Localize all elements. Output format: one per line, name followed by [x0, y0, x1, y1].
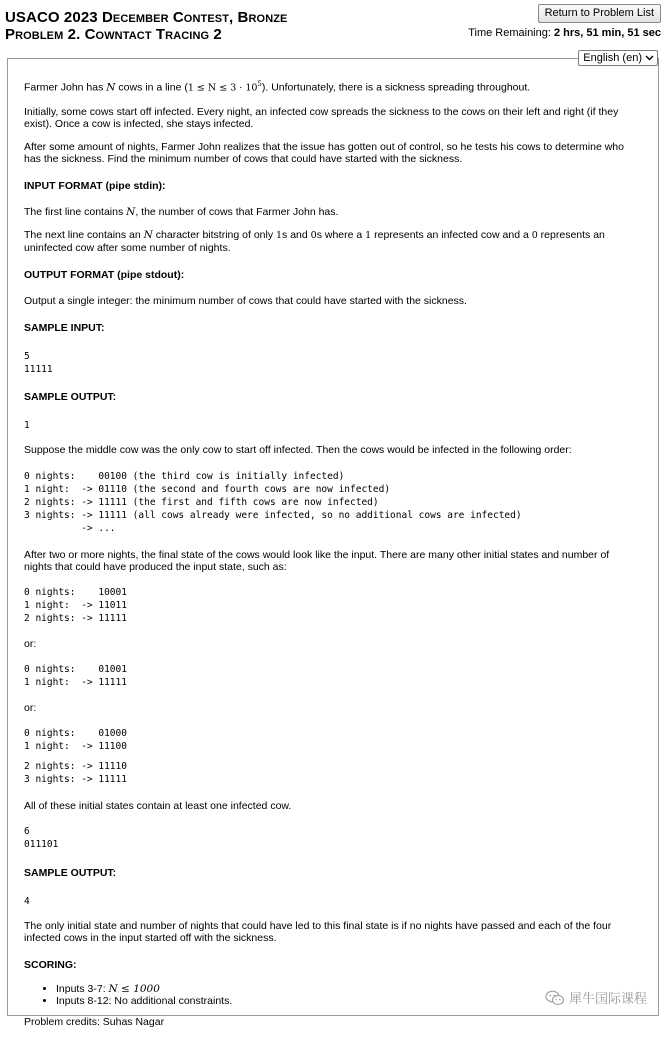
scoring-item-1-text: Inputs 3-7:	[56, 982, 109, 995]
input-p2-a: The next line contains an	[24, 228, 144, 241]
intro-exponent: 5	[257, 80, 262, 88]
infection-trace-1: 0 nights: 00100 (the third cow is initially infected) 1 night: -> 01110 (the second and fourth cows are now infected) 2 nights: -> 11111 (the first and fifth cows are now infected) 3 nights: -> 11111 (all cows already were infected, so no additional cows are infected) -> ...	[24, 470, 522, 534]
title-line-2: Problem 2. Cowntact Tracing 2	[5, 26, 222, 43]
title-line-1: USACO 2023 December Contest, Bronze	[5, 9, 288, 26]
language-select-value: English (en)	[583, 52, 642, 64]
header	[0, 0, 669, 48]
time-remaining	[468, 26, 661, 40]
watermark	[545, 990, 647, 1006]
input-format-line-1	[24, 206, 640, 218]
problem-title	[5, 9, 288, 43]
infection-trace-2: 0 nights: 10001 1 night: -> 11011 2 nights: -> 11111	[24, 586, 127, 624]
wechat-icon	[545, 990, 565, 1006]
time-remaining-value: 2 hrs, 51 min, 51 sec	[553, 27, 661, 39]
intro-constraint: 1 ≤ N ≤ 3 · 10	[187, 82, 258, 94]
intro-text-c: ). Unfortunately, there is a sickness spreading throughout.	[261, 81, 531, 94]
output-format-heading: OUTPUT FORMAT (pipe stdout):	[24, 268, 185, 281]
explanation-1: Suppose the middle cow was the only cow to start off infected. Then the cows would be infected in the following order:	[24, 443, 572, 456]
chevron-down-icon	[645, 55, 654, 61]
return-to-problem-list-button[interactable]: Return to Problem List	[538, 4, 661, 23]
intro-text-a: Farmer John has	[24, 81, 107, 94]
input-p2-d: s where a	[316, 228, 366, 241]
time-remaining-label: Time Remaining:	[468, 27, 551, 39]
input-format-line-2	[24, 229, 640, 254]
intro-text-b: cows in a line (	[115, 81, 188, 94]
infection-trace-4a: 0 nights: 01000 1 night: -> 11100	[24, 727, 127, 752]
problem-credits: Problem credits: Suhas Nagar	[24, 1015, 165, 1028]
explanation-4: The only initial state and number of nights that could have led to this final state is if no nights have passed and each of the four infected cows in the input started off with the sickness.	[24, 919, 612, 944]
or-label-2: or:	[24, 701, 37, 714]
input-p2-var: N	[143, 228, 153, 241]
output-format-text: Output a single integer: the minimum number of cows that could have started with the sickness.	[24, 294, 467, 307]
explanation-3: All of these initial states contain at least one infected cow.	[24, 799, 292, 812]
sample-output-2: 4	[24, 895, 30, 907]
input-p2-e: represents an infected cow and a	[371, 228, 532, 241]
scoring-item-2: • Inputs 8-12: No additional constraints.	[56, 995, 640, 1007]
problem-statement	[24, 78, 640, 1039]
intro-paragraph	[24, 78, 640, 95]
input-format-heading: INPUT FORMAT (pipe stdin):	[24, 179, 166, 192]
intro-var-n: N	[106, 81, 116, 94]
sample-output-1: 1	[24, 419, 30, 431]
sample-output-heading-2: SAMPLE OUTPUT:	[24, 866, 117, 879]
input-p2-zero-2: 0	[531, 229, 538, 241]
infection-trace-3: 0 nights: 01001 1 night: -> 11111	[24, 663, 127, 688]
input-p2-f: represents an uninfected cow after some number of nights.	[24, 228, 605, 254]
input-p1-text-a: The first line contains	[24, 205, 127, 218]
sample-input-2: 6 011101	[24, 825, 59, 850]
paragraph-task: After some amount of nights, Farmer John realizes that the issue has gotten out of control, so he tests his cows to determine who has the sickness. Find the minimum number of cows that could have started with the sickness.	[24, 140, 624, 165]
input-p2-zero: 0	[310, 229, 317, 241]
watermark-text: 犀牛国际课程	[568, 990, 647, 1006]
input-p2-one-2: 1	[365, 229, 372, 241]
sample-input-heading: SAMPLE INPUT:	[24, 321, 105, 334]
input-p1-text-b: , the number of cows that Farmer John has.	[135, 205, 339, 218]
scoring-item-1-math: N ≤ 1000	[108, 982, 160, 995]
sample-output-heading: SAMPLE OUTPUT:	[24, 390, 117, 403]
input-p1-var: N	[126, 205, 136, 218]
input-p2-c: s and	[282, 228, 311, 241]
paragraph-spread: Initially, some cows start off infected. Every night, an infected cow spreads the sickness to the cows on their left and right (if they exist). Once a cow is infected, she stays infected.	[24, 105, 619, 130]
input-p2-one: 1	[276, 229, 283, 241]
scoring-heading: SCORING:	[24, 958, 77, 971]
explanation-2: After two or more nights, the final state of the cows would look like the input. There are many other initial states and number of nights that could have produced the input state, such as:	[24, 548, 610, 573]
sample-input-1: 5 11111	[24, 350, 53, 375]
infection-trace-4b: 2 nights: -> 11110 3 nights: -> 11111	[24, 760, 127, 785]
input-p2-b: character bitstring of only	[152, 228, 276, 241]
or-label-1: or:	[24, 637, 37, 650]
language-select[interactable]	[578, 50, 658, 66]
